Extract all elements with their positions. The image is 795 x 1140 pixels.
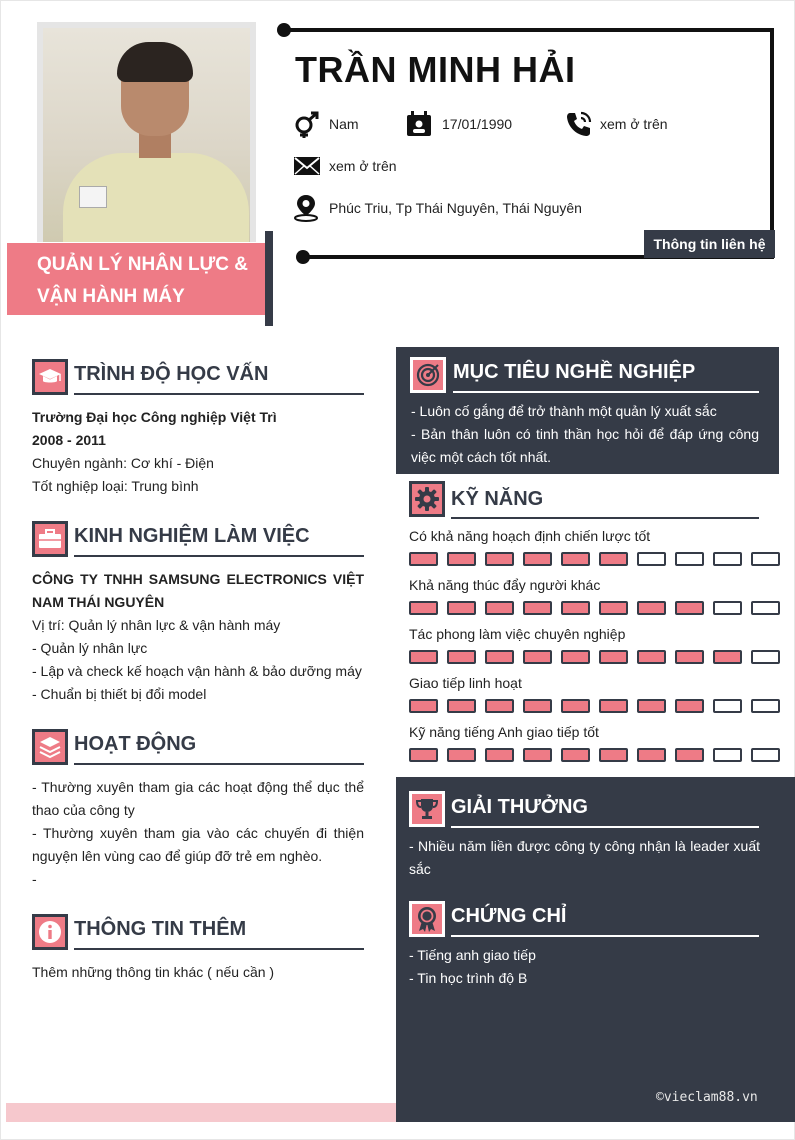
activities-title: HOẠT ĐỘNG: [74, 733, 197, 755]
skill-pip-filled: [523, 650, 552, 664]
experience-duty: - Chuẩn bị thiết bị đổi model: [32, 686, 207, 702]
experience-company-line1: CÔNG TY TNHH SAMSUNG ELECTRONICS VIỆT: [32, 571, 364, 587]
birthday-text: 17/01/1990: [442, 116, 513, 132]
gear-icon: [415, 487, 439, 511]
skill-pip-empty: [751, 650, 780, 664]
more-info-section-icon: [32, 914, 68, 950]
activities-line: nguyện lên vùng cao để giúp đỡ trẻ em nghèo.: [32, 848, 323, 864]
education-major: Chuyên ngành: Cơ khí - Điện: [32, 455, 214, 471]
objective-line: - Bản thân luôn có tinh thần học hỏi để đáp ứng công: [411, 426, 759, 442]
skill-pip-filled: [409, 601, 438, 615]
awards-title: GIẢI THƯỞNG: [451, 796, 588, 818]
education-divider: [74, 393, 364, 395]
skill-rating: [409, 748, 780, 762]
skill-label: Khả năng thúc đẩy người khác: [409, 577, 601, 593]
experience-duty: - Quản lý nhân lực: [32, 640, 148, 656]
skills-divider: [451, 517, 759, 519]
envelope-icon: [293, 156, 321, 176]
skill-pip-filled: [485, 748, 514, 762]
skill-pip-filled: [485, 650, 514, 664]
skill-pip-filled: [675, 650, 704, 664]
skill-pip-filled: [447, 699, 476, 713]
skill-pip-filled: [561, 699, 590, 713]
certificates-divider: [451, 935, 759, 937]
skill-pip-filled: [409, 699, 438, 713]
skill-pip-filled: [523, 699, 552, 713]
experience-company-line2: NAM THÁI NGUYÊN: [32, 594, 165, 610]
watermark: ©vieclam88.vn: [656, 1090, 758, 1105]
skill-pip-filled: [561, 748, 590, 762]
awards-divider: [451, 826, 759, 828]
skill-label: Tác phong làm việc chuyên nghiệp: [409, 626, 626, 642]
objective-divider: [453, 391, 759, 393]
skill-pip-empty: [713, 748, 742, 762]
skill-pip-filled: [485, 601, 514, 615]
skill-pip-filled: [561, 650, 590, 664]
skill-pip-empty: [675, 552, 704, 566]
skill-pip-filled: [447, 650, 476, 664]
skill-pip-empty: [713, 552, 742, 566]
skill-pip-filled: [637, 650, 666, 664]
objective-line: - Luôn cố gắng để trở thành một quản lý xuất sắc: [411, 403, 717, 419]
skill-pip-filled: [675, 748, 704, 762]
experience-position: Vị trí: Quản lý nhân lực & vận hành máy: [32, 617, 281, 633]
skill-pip-empty: [751, 748, 780, 762]
location-pin-icon: [293, 194, 319, 222]
education-grade: Tốt nghiệp loại: Trung bình: [32, 478, 199, 494]
objective-line: việc một cách tốt nhất.: [411, 449, 552, 465]
skill-rating: [409, 601, 780, 615]
awards-section-icon: [409, 791, 445, 827]
education-school: Trường Đại học Công nghiệp Việt Trì: [32, 409, 277, 425]
skill-pip-filled: [447, 748, 476, 762]
profile-photo-frame: [37, 22, 256, 242]
skill-pip-filled: [523, 748, 552, 762]
experience-section-icon: [32, 521, 68, 557]
phone-text: xem ở trên: [600, 116, 668, 132]
skill-pip-filled: [409, 748, 438, 762]
frame-line-top: [284, 28, 774, 32]
skill-label: Có khả năng hoạch định chiến lược tốt: [409, 528, 651, 544]
skill-pip-empty: [751, 601, 780, 615]
skill-pip-filled: [485, 699, 514, 713]
activities-line: -: [32, 871, 37, 887]
skills-section-icon: [409, 481, 445, 517]
footer-strip: [6, 1103, 396, 1122]
awards-line: - Nhiều năm liền được công ty công nhận là leader xuất: [409, 838, 760, 854]
skill-pip-filled: [637, 601, 666, 615]
skill-rating: [409, 650, 780, 664]
job-title-line1: QUẢN LÝ NHÂN LỰC &: [37, 254, 249, 275]
profile-photo: [43, 28, 250, 242]
skill-pip-filled: [599, 748, 628, 762]
phone-icon: [565, 110, 593, 138]
objective-title: MỤC TIÊU NGHỀ NGHIỆP: [453, 361, 696, 383]
layers-icon: [38, 735, 62, 759]
skill-pip-filled: [675, 601, 704, 615]
skill-pip-filled: [485, 552, 514, 566]
skill-pip-filled: [409, 650, 438, 664]
education-section-icon: [32, 359, 68, 395]
skill-pip-filled: [447, 601, 476, 615]
skill-pip-filled: [409, 552, 438, 566]
candidate-name: TRẦN MINH HẢI: [295, 49, 576, 90]
education-title: TRÌNH ĐỘ HỌC VẤN: [74, 363, 269, 385]
frame-line-right: [770, 28, 774, 258]
certificates-line: - Tiếng anh giao tiếp: [409, 947, 536, 963]
target-icon: [416, 363, 440, 387]
medal-icon: [415, 906, 439, 932]
trophy-icon: [415, 797, 439, 821]
skill-rating: [409, 552, 780, 566]
graduation-cap-icon: [38, 367, 62, 387]
activities-divider: [74, 763, 364, 765]
certificates-section-icon: [409, 901, 445, 937]
skill-pip-filled: [561, 552, 590, 566]
skill-pip-filled: [599, 699, 628, 713]
skill-pip-filled: [599, 552, 628, 566]
experience-duty: - Lập và check kế hoạch vận hành & bảo dưỡng máy: [32, 663, 362, 679]
job-title-line2: VẬN HÀNH MÁY: [37, 286, 185, 307]
info-icon: [38, 920, 62, 944]
skill-pip-filled: [599, 650, 628, 664]
skill-pip-filled: [637, 699, 666, 713]
skill-pip-filled: [637, 748, 666, 762]
skill-pip-filled: [523, 552, 552, 566]
activities-section-icon: [32, 729, 68, 765]
activities-line: - Thường xuyên tham gia các hoạt động thể dục thể: [32, 779, 364, 795]
experience-title: KINH NGHIỆM LÀM VIỆC: [74, 525, 310, 547]
skill-pip-empty: [713, 601, 742, 615]
experience-divider: [74, 555, 364, 557]
skill-rating: [409, 699, 780, 713]
more-info-divider: [74, 948, 364, 950]
skills-title: KỸ NĂNG: [451, 488, 544, 510]
more-info-text: Thêm những thông tin khác ( nếu cần ): [32, 964, 275, 980]
contact-info-tag: Thông tin liên hệ: [644, 230, 775, 258]
skill-pip-filled: [523, 601, 552, 615]
certificates-line: - Tin học trình độ B: [409, 970, 528, 986]
skill-label: Kỹ năng tiếng Anh giao tiếp tốt: [409, 724, 599, 740]
gender-text: Nam: [329, 116, 359, 132]
skill-pip-empty: [751, 552, 780, 566]
skill-pip-filled: [561, 601, 590, 615]
skill-label: Giao tiếp linh hoạt: [409, 675, 522, 691]
job-title-box: [7, 243, 265, 315]
skill-pip-empty: [751, 699, 780, 713]
skill-pip-filled: [599, 601, 628, 615]
awards-line: sắc: [409, 861, 431, 877]
briefcase-icon: [38, 529, 62, 549]
calendar-icon: [406, 111, 432, 137]
activities-line: thao của công ty: [32, 802, 135, 818]
skill-pip-filled: [447, 552, 476, 566]
job-title-bar: [265, 231, 273, 326]
education-years: 2008 - 2011: [32, 432, 106, 448]
more-info-title: THÔNG TIN THÊM: [74, 918, 247, 940]
skill-pip-empty: [713, 699, 742, 713]
skill-pip-filled: [713, 650, 742, 664]
skill-pip-empty: [637, 552, 666, 566]
gender-icon: [293, 111, 321, 139]
objective-section-icon: [410, 357, 446, 393]
activities-line: - Thường xuyên tham gia vào các chuyến đi thiện: [32, 825, 364, 841]
certificates-title: CHỨNG CHỈ: [451, 905, 567, 927]
email-text: xem ở trên: [329, 158, 397, 174]
skill-pip-filled: [675, 699, 704, 713]
address-text: Phúc Triu, Tp Thái Nguyên, Thái Nguyên: [329, 200, 582, 216]
